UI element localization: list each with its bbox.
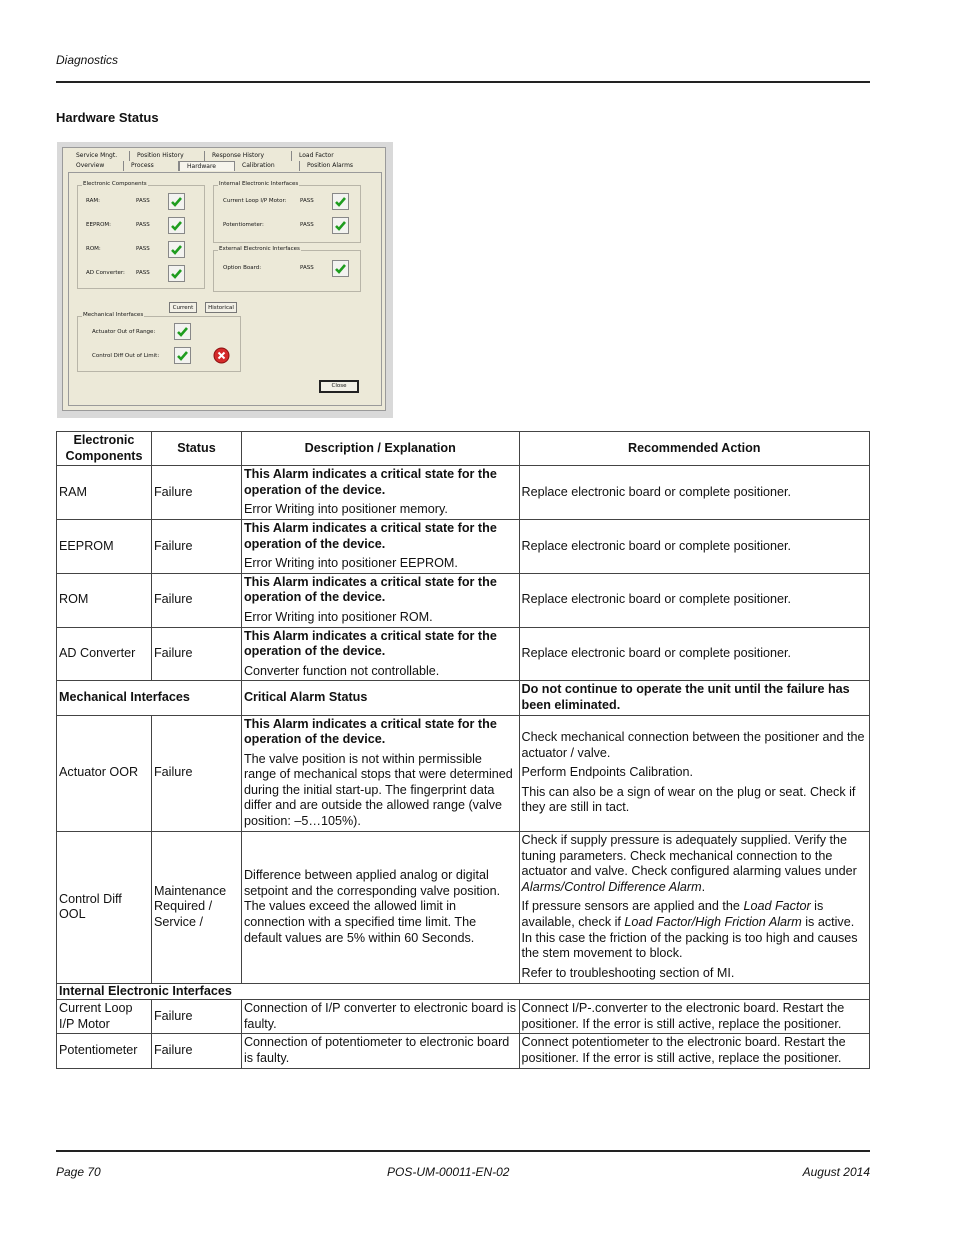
action-paragraph <box>522 833 867 895</box>
menu-path-text: Load Factor <box>743 899 811 914</box>
running-header: Diagnostics <box>56 53 119 67</box>
tab-position-alarms[interactable]: Position Alarms <box>307 162 354 169</box>
column-header: Recommended Action <box>519 432 869 466</box>
check-icon <box>174 347 191 364</box>
description-cell: Connection of potentiometer to electronic board is faulty. <box>241 1034 519 1068</box>
check-icon <box>168 193 185 210</box>
tab-row-front <box>69 161 370 171</box>
check-icon <box>168 241 185 258</box>
current-loop-status: PASS <box>300 198 314 204</box>
table-row <box>57 573 870 627</box>
current-button[interactable]: Current <box>169 302 197 313</box>
table-row <box>57 1000 870 1034</box>
tab-row-back <box>69 151 352 161</box>
status-cell: Failure <box>151 627 241 681</box>
description-detail: Error Writing into positioner EEPROM. <box>243 556 458 571</box>
action-paragraph: Check mechanical connection between the positioner and the actuator / valve. <box>521 730 865 760</box>
publication-date: August 2014 <box>802 1165 870 1179</box>
check-icon <box>332 217 349 234</box>
section-label: Internal Electronic Interfaces <box>57 983 870 1000</box>
check-icon <box>174 323 191 340</box>
section-label: Mechanical Interfaces <box>57 681 242 715</box>
tab-service-mngt[interactable]: Service Mngt. <box>69 151 130 161</box>
footer-rule <box>56 1150 870 1152</box>
action-paragraph: This can also be a sign of wear on the plug or seat. Check if they are still in tact. <box>521 784 856 815</box>
historical-button[interactable]: Historical <box>205 302 237 313</box>
action-cell: Replace electronic board or complete positioner. <box>519 627 869 681</box>
column-header: Electronic Components <box>57 432 152 466</box>
description-cell <box>241 627 519 681</box>
column-header: Description / Explanation <box>241 432 519 466</box>
component-cell: RAM <box>57 466 152 520</box>
description-cell <box>241 573 519 627</box>
action-paragraph: Refer to troubleshooting section of MI. <box>521 965 735 980</box>
critical-state-text: This Alarm indicates a critical state for the operation of the device. <box>243 520 497 551</box>
dialog-window <box>62 147 386 411</box>
hardware-tab-content <box>68 172 382 406</box>
description-cell: Difference between applied analog or digital setpoint and the corresponding valve position. The values exceed the allowed limit in connection with a specified time limit. The default values are 5% within 60 Seconds. <box>241 831 519 983</box>
ad-converter-status: PASS <box>136 270 150 276</box>
action-cell: Connect potentiometer to the electronic board. Restart the positioner. If the error is still active, replace the positioner. <box>519 1034 869 1068</box>
action-cell: Connect I/P-.converter to the electronic board. Restart the positioner. If the error is still active, replace the positioner. <box>519 1000 869 1034</box>
current-loop-label: Current Loop I/P Motor: <box>223 198 287 204</box>
menu-path-text: Load Factor/High Friction Alarm <box>624 914 802 929</box>
menu-path-text: Alarms/Control Difference Alarm <box>521 879 702 894</box>
action-cell <box>519 831 869 983</box>
option-board-label: Option Board: <box>223 265 262 271</box>
potentiometer-status: PASS <box>300 222 314 228</box>
tab-load-factor[interactable]: Load Factor <box>299 152 334 159</box>
component-cell: Potentiometer <box>57 1034 152 1068</box>
mechanical-section-row <box>57 681 870 715</box>
table-row <box>57 519 870 573</box>
internal-section-row <box>57 983 870 1000</box>
action-paragraph <box>522 899 867 961</box>
status-cell: Failure <box>151 466 241 520</box>
group-title: Mechanical Interfaces <box>83 312 144 318</box>
description-cell <box>241 466 519 520</box>
check-icon <box>332 193 349 210</box>
table-row <box>57 627 870 681</box>
description-cell <box>241 519 519 573</box>
header-rule <box>56 81 870 83</box>
component-cell: Actuator OOR <box>57 715 152 831</box>
critical-alarm-status: Critical Alarm Status <box>241 681 519 715</box>
action-paragraph: Perform Endpoints Calibration. <box>521 765 694 780</box>
tab-overview[interactable]: Overview <box>69 161 124 171</box>
action-text: . <box>701 879 706 894</box>
tab-position-history[interactable]: Position History <box>130 151 205 161</box>
component-cell: AD Converter <box>57 627 152 681</box>
status-cell: Failure <box>151 573 241 627</box>
status-cell: Failure <box>151 715 241 831</box>
description-cell: Connection of I/P converter to electronic board is faulty. <box>241 1000 519 1034</box>
action-text: Check if supply pressure is adequately supplied. Verify the tuning parameters. Check mechanical connection to the actuator and valve. Check configured alarming values under <box>521 832 857 879</box>
control-diff-label: Control Diff Out of Limit: <box>92 353 160 359</box>
action-cell: Replace electronic board or complete positioner. <box>519 466 869 520</box>
potentiometer-label: Potentiometer: <box>223 222 264 228</box>
description-detail: Converter function not controllable. <box>243 663 440 678</box>
table-row <box>57 831 870 983</box>
section-title: Hardware Status <box>56 110 159 125</box>
status-cell: Failure <box>151 519 241 573</box>
ram-status: PASS <box>136 198 150 204</box>
document-number: POS-UM-00011-EN-02 <box>387 1165 510 1179</box>
column-header: Status <box>151 432 241 466</box>
component-cell: ROM <box>57 573 152 627</box>
status-cell: Failure <box>151 1000 241 1034</box>
group-title: Internal Electronic Interfaces <box>219 181 299 187</box>
description-detail: Error Writing into positioner ROM. <box>243 609 433 624</box>
action-text: is active. In this case the friction of the packing is too high and causes the stem movement to block. <box>521 914 858 961</box>
error-icon <box>213 347 230 364</box>
critical-state-text: This Alarm indicates a critical state for the operation of the device. <box>243 628 497 659</box>
check-icon <box>332 260 349 277</box>
internal-interfaces-group <box>213 181 361 243</box>
check-icon <box>168 217 185 234</box>
check-icon <box>168 265 185 282</box>
tab-hardware[interactable]: Hardware <box>179 161 235 171</box>
description-detail: Error Writing into positioner memory. <box>243 502 448 517</box>
eeprom-label: EEPROM: <box>86 222 112 228</box>
external-interfaces-group <box>213 246 361 292</box>
operation-warning: Do not continue to operate the unit until the failure has been eliminated. <box>519 681 869 715</box>
group-title: Electronic Components <box>83 181 147 187</box>
tab-response-history[interactable]: Response History <box>205 151 292 161</box>
status-cell: Maintenance Required / Service / <box>151 831 241 983</box>
tab-process[interactable]: Process <box>124 161 179 171</box>
action-text: is available, check if <box>521 899 824 929</box>
page-number: Page 70 <box>56 1165 101 1179</box>
electronic-components-group <box>77 181 205 289</box>
table-row <box>57 466 870 520</box>
status-cell: Failure <box>151 1034 241 1068</box>
description-cell <box>241 715 519 831</box>
description-detail: The valve position is not within permissible range of mechanical stops that were determined during the initial start-up. The fingerprint data differ and are outside the allowed range (valve position: –5…105%). <box>243 751 513 829</box>
mechanical-interfaces-group <box>77 312 241 372</box>
critical-state-text: This Alarm indicates a critical state for the operation of the device. <box>243 574 497 605</box>
tab-calibration[interactable]: Calibration <box>235 161 300 171</box>
component-cell: Current Loop I/P Motor <box>57 1000 152 1034</box>
action-cell: Replace electronic board or complete positioner. <box>519 519 869 573</box>
action-cell: Replace electronic board or complete positioner. <box>519 573 869 627</box>
eeprom-status: PASS <box>136 222 150 228</box>
ad-converter-label: AD Converter: <box>86 270 125 276</box>
critical-state-text: This Alarm indicates a critical state for the operation of the device. <box>243 716 497 747</box>
group-title: External Electronic Interfaces <box>219 246 300 252</box>
rom-status: PASS <box>136 246 150 252</box>
option-board-status: PASS <box>300 265 314 271</box>
table-row <box>57 715 870 831</box>
hardware-status-table <box>56 431 870 1069</box>
rom-label: ROM: <box>86 246 101 252</box>
ram-label: RAM: <box>86 198 100 204</box>
hardware-status-screenshot <box>57 142 393 418</box>
action-cell <box>519 715 869 831</box>
component-cell: Control Diff OOL <box>57 831 152 983</box>
close-button[interactable]: Close <box>319 380 359 393</box>
table-row <box>57 1034 870 1068</box>
component-cell: EEPROM <box>57 519 152 573</box>
actuator-out-of-range-label: Actuator Out of Range: <box>92 329 156 335</box>
table-header-row <box>57 432 870 466</box>
critical-state-text: This Alarm indicates a critical state for the operation of the device. <box>243 467 497 497</box>
action-text: If pressure sensors are applied and the <box>521 899 744 914</box>
